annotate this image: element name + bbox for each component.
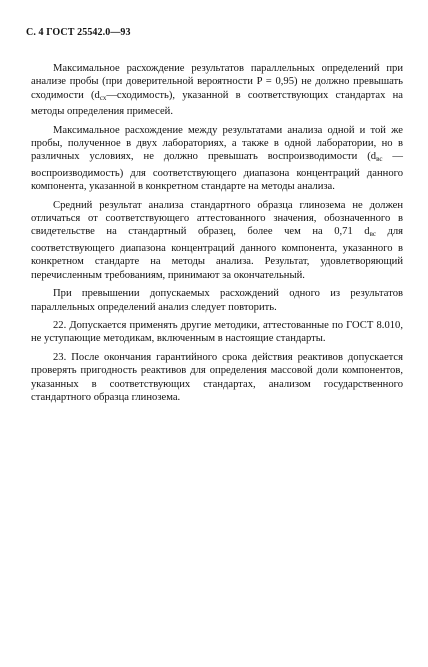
paragraph-standard-sample <box>31 199 403 282</box>
paragraph-text: Максимальное расхождение результатов параллельных определений при анализе пробы (при доверительной вероятности P = 0,95) не должно превышать сходимости (d <box>31 63 403 101</box>
paragraph-repeat: При превышении допускаемых расхождений одного из результатов параллельных определений анализ следует повторить. <box>31 288 403 313</box>
subscript: вс <box>376 155 383 164</box>
paragraph-convergence <box>31 62 403 119</box>
paragraph-text: Средний результат анализа стандартного образца глинозема не должен отличаться от соответствующего аттестованного значения, обозначенного в свидетельстве на стандартный образец, более чем на 0,71 d <box>31 199 403 238</box>
paragraph-text: Максимальное расхождение между результатами анализа одной и той же пробы, полученное в двух лабораториях, а также в одной лаборатории, но в различных условиях, не должно превышать воспроизводимости (d <box>31 124 403 163</box>
paragraph-reproducibility <box>31 124 403 194</box>
clause-22: 22. Допускается применять другие методики, аттестованные по ГОСТ 8.010, не уступающие методикам, включенным в настоящие стандарты. <box>31 319 403 345</box>
paragraph-text: — воспроизводимость) для соответствующего диапазона концентраций данного компонента, указанной в конкретном стандарте на методы анализа. <box>31 151 404 193</box>
page-header: С. 4 ГОСТ 25542.0—93 <box>26 27 131 38</box>
clause-23: 23. После окончания гарантийного срока действия реактивов допускается проверять пригодность реактивов для определения массовой доли компонентов, указанных в соответствующих стандартах, анализом государственного стандартного образца глинозема. <box>31 351 403 403</box>
subscript: вс <box>369 230 376 239</box>
subscript: сх <box>99 93 107 102</box>
paragraph-text: для соответствующего диапазона концентраций данного компонента, указанного в конкретном стандарте на методы анализа. Результат, удовлетворяющий перечисленным требованиям, принимают за окончательный. <box>31 226 403 281</box>
document-body <box>31 62 403 409</box>
paragraph-text: —сходимость), указанной в соответствующих стандартах на методы определения примесей. <box>31 89 403 118</box>
